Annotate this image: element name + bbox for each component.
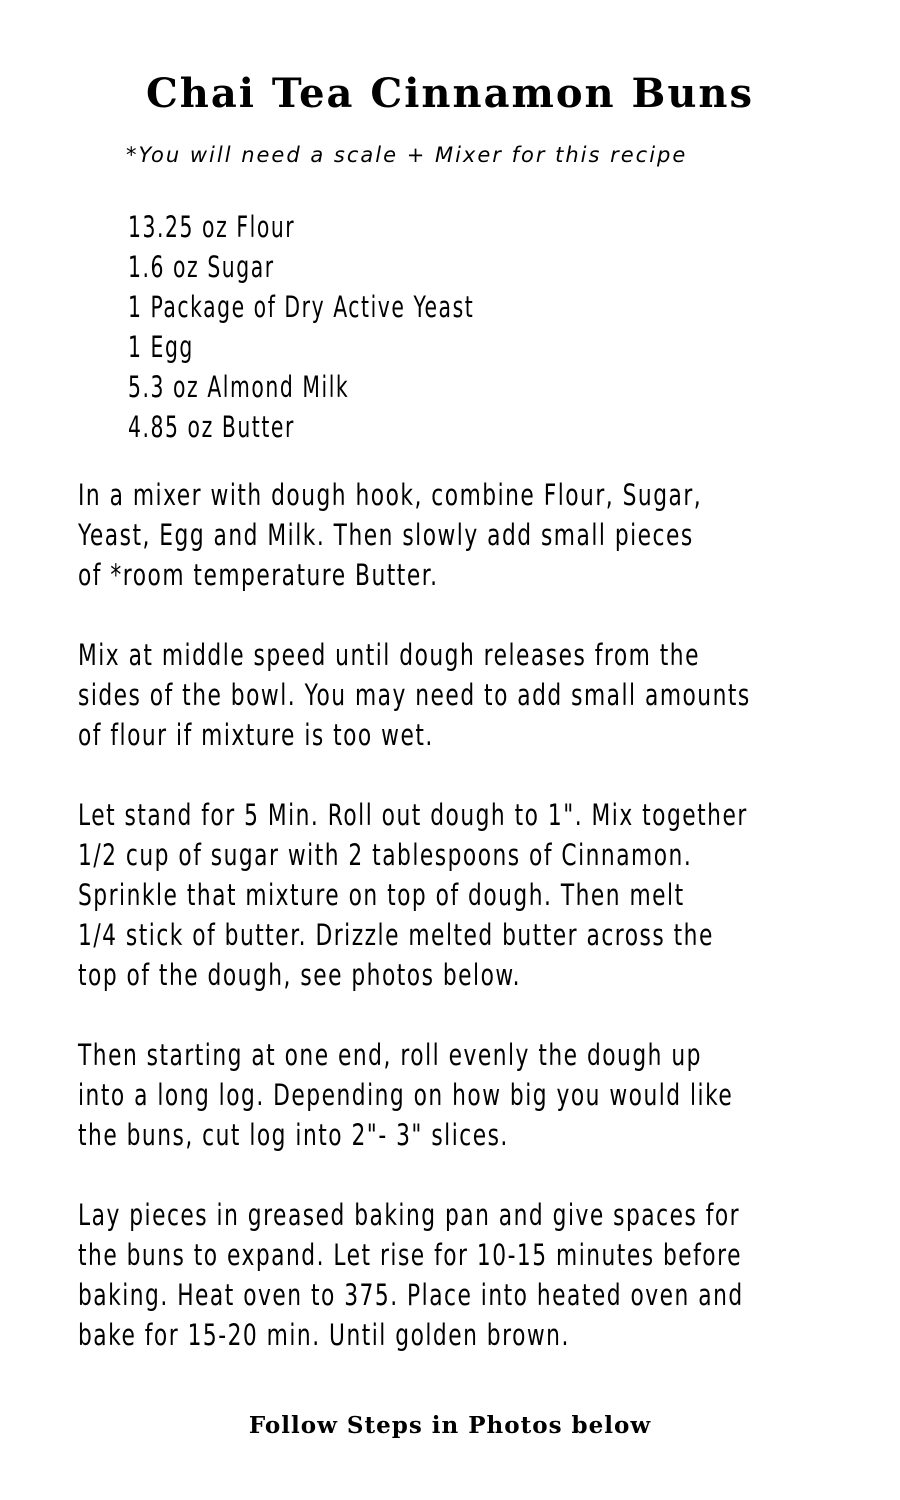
instruction-step-5: Lay pieces in greased baking pan and give spaces for the buns to expand. Let rise for 10-15 minutes before baking. Heat oven to 375. Place into heated oven and bake for 15-20 min. Until golden brown.: [78, 1198, 744, 1352]
instructions: [78, 475, 858, 1395]
ingredient-list: [128, 207, 572, 447]
instruction-step-4: Then starting at one end, roll evenly the dough up into a long log. Depending on how big you would like the buns, cut log into 2"- 3" slices.: [78, 1038, 734, 1152]
instruction-step-3: Let stand for 5 Min. Roll out dough to 1". Mix together 1/2 cup of sugar with 2 tablespoons of Cinnamon. Sprinkle that mixture on top of dough. Then melt 1/4 stick of butter. Drizzle melted butter across the top of the dough, see photos below.: [78, 798, 748, 992]
equipment-note: *You will need a scale + Mixer for this recipe: [126, 143, 688, 167]
ingredient-item: 1.6 oz Sugar: [128, 250, 275, 284]
ingredient-item: 13.25 oz Flour: [128, 210, 296, 244]
ingredient-item: 5.3 oz Almond Milk: [128, 370, 350, 404]
ingredient-item: 4.85 oz Butter: [128, 410, 295, 444]
ingredient-item: 1 Package of Dry Active Yeast: [128, 290, 475, 324]
instruction-step-1: In a mixer with dough hook, combine Flour, Sugar, Yeast, Egg and Milk. Then slowly add small pieces of *room temperature Butter.: [78, 478, 703, 592]
recipe-title: Chai Tea Cinnamon Buns: [145, 70, 755, 117]
photos-note: Follow Steps in Photos below: [248, 1412, 652, 1439]
instruction-step-2: Mix at middle speed until dough releases from the sides of the bowl. You may need to add small amounts of flour if mixture is too wet.: [78, 638, 751, 752]
ingredient-item: 1 Egg: [128, 330, 194, 364]
